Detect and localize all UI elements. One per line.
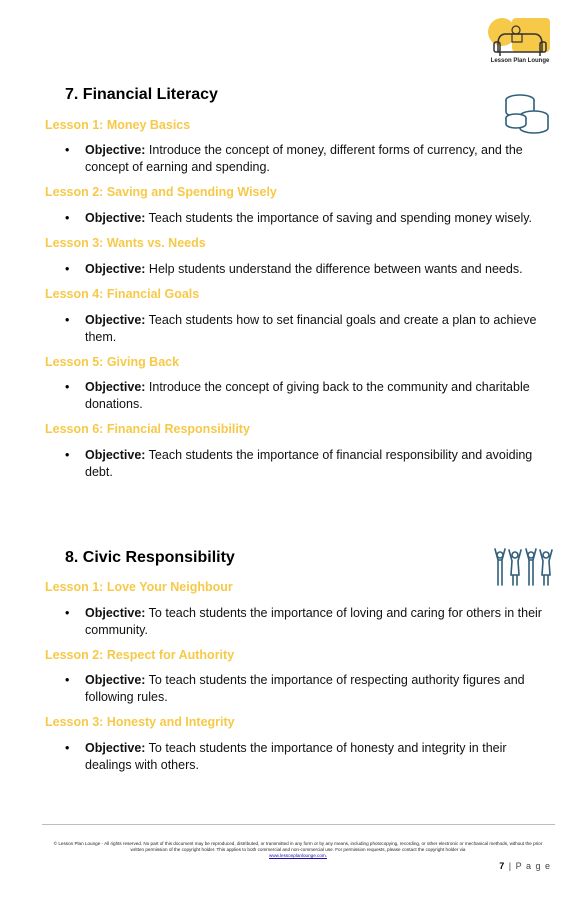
- lesson-objective: [85, 379, 555, 412]
- lesson-objective: [85, 740, 555, 773]
- bullet: •: [65, 313, 70, 327]
- page-number-value: 7: [499, 861, 506, 871]
- objective-label: Objective:: [85, 741, 146, 755]
- bullet: •: [65, 606, 70, 620]
- lesson-title: Lesson 6: Financial Responsibility: [45, 422, 250, 436]
- objective-label: Objective:: [85, 143, 146, 157]
- lesson-title: Lesson 1: Love Your Neighbour: [45, 580, 233, 594]
- objective-text: To teach students the importance of loving and caring for others in their community.: [85, 606, 542, 637]
- lesson-objective: [85, 142, 555, 175]
- bullet: •: [65, 262, 70, 276]
- objective-label: Objective:: [85, 448, 146, 462]
- lesson-title: Lesson 1: Money Basics: [45, 118, 191, 132]
- footer-copyright: [48, 841, 548, 859]
- objective-label: Objective:: [85, 606, 146, 620]
- objective-label: Objective:: [85, 380, 146, 394]
- bullet: •: [65, 673, 70, 687]
- community-people-icon: [492, 547, 554, 587]
- page-label: P a g e: [515, 861, 551, 871]
- bullet: •: [65, 448, 70, 462]
- objective-label: Objective:: [85, 262, 146, 276]
- objective-text: Introduce the concept of giving back to the community and charitable donations.: [85, 380, 530, 411]
- coins-icon: [502, 92, 552, 134]
- lesson-objective: [85, 605, 555, 638]
- bullet: •: [65, 741, 70, 755]
- objective-label: Objective:: [85, 673, 146, 687]
- lesson-title: Lesson 3: Honesty and Integrity: [45, 715, 235, 729]
- objective-text: Help students understand the difference between wants and needs.: [145, 262, 523, 276]
- lesson-objective: [85, 672, 555, 705]
- website-link[interactable]: www.lessonplanlounge.com.: [269, 853, 327, 858]
- lesson-objective: [85, 261, 555, 278]
- lesson-title: Lesson 5: Giving Back: [45, 355, 180, 369]
- objective-label: Objective:: [85, 211, 146, 225]
- objective-text: Teach students the importance of saving and spending money wisely.: [145, 211, 533, 225]
- lesson-title: Lesson 3: Wants vs. Needs: [45, 236, 206, 250]
- objective-text: Teach students how to set financial goals and create a plan to achieve them.: [85, 313, 537, 344]
- section-title: 7. Financial Literacy: [65, 86, 218, 103]
- objective-text: Introduce the concept of money, different forms of currency, and the concept of earning and spending.: [85, 143, 523, 174]
- bullet: •: [65, 380, 70, 394]
- objective-text: Teach students the importance of financial responsibility and avoiding debt.: [85, 448, 533, 479]
- objective-label: Objective:: [85, 313, 146, 327]
- bullet: •: [65, 211, 70, 225]
- lesson-objective: [85, 312, 555, 345]
- lesson-title: Lesson 4: Financial Goals: [45, 287, 200, 301]
- section-title: 8. Civic Responsibility: [65, 549, 235, 566]
- lesson-objective: [85, 447, 555, 480]
- logo-text: Lesson Plan Lounge: [490, 58, 550, 64]
- lesson-title: Lesson 2: Saving and Spending Wisely: [45, 185, 277, 199]
- copyright-text: © Lesson Plan Lounge - All rights reserved. No part of this document may be reproduced, distributed, or transmitted in any form or by any means, including photocopying, recording, or other electronic or mechanical methods, without the prior written permission of the copyright holder. This applies to both commercial and non-commercial use. For permission requests, please contact the copyright holder via: [53, 841, 543, 852]
- objective-text: To teach students the importance of respecting authority figures and following rules.: [85, 673, 525, 704]
- page-number: 7 | P a g e: [499, 861, 551, 871]
- bullet: •: [65, 143, 70, 157]
- objective-text: To teach students the importance of honesty and integrity in their dealings with others.: [85, 741, 507, 772]
- footer-divider: [42, 824, 555, 825]
- lesson-title: Lesson 2: Respect for Authority: [45, 648, 235, 662]
- lesson-objective: [85, 210, 555, 227]
